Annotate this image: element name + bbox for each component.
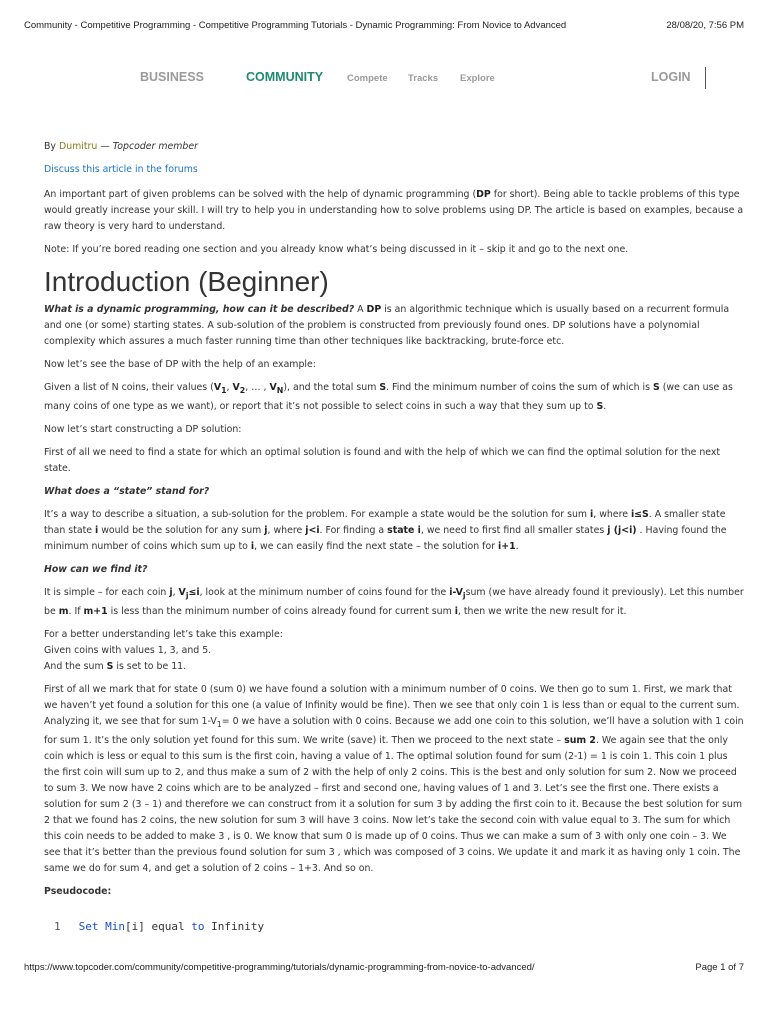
code-line-number: 1 [54, 920, 61, 933]
code-text-end: Infinity [204, 920, 265, 933]
forum-link[interactable]: Discuss this article in the forums [44, 164, 198, 175]
code-text-mid: [i] equal [125, 920, 192, 933]
code-keyword-min: Min [105, 920, 125, 933]
dp-text-b: DP [366, 304, 382, 315]
section-heading: Introduction (Beginner) [44, 266, 329, 297]
byline: By Dumitru — Topcoder member [44, 141, 198, 152]
nav-divider [705, 67, 706, 89]
nav-compete-link[interactable]: Compete [347, 73, 388, 84]
question-dp: What is a dynamic programming, how can it be described? [44, 304, 355, 315]
given-paragraph: Given a list of N coins, their values ($V_1$, $V_2$, … , $V_N$), and the total sum S. Find the minimum number of coins the sum of which is S (we can use as many coins of one type as we want), or report that it’s not possible to select coins in such a way that they sum up to S. [44, 382, 733, 412]
intro-paragraph-2: Note: If you’re bored reading one section and you already know what’s being discussed in it – skip it and go to the next one. [44, 244, 629, 255]
pseudocode-label: Pseudocode: [44, 885, 112, 897]
question-state: What does a “state” stand for? [44, 485, 210, 497]
dp-text-a: A [354, 304, 367, 315]
nav-community-link[interactable]: COMMUNITY [246, 70, 324, 84]
question-find: How can we find it? [44, 563, 148, 575]
author-link[interactable]: Dumitru [58, 141, 98, 152]
construct-paragraph: Now let’s start constructing a DP solution: [44, 423, 242, 435]
dp-text-c: is an algorithmic technique which is usually based on a recurrent formula and one (or some) starting states. A sub-solution of the problem is constructed from previously found ones. DP solutions have a polynomial complexity which assures a much faster running time than other techniques like backtracking, brute-force etc. [44, 304, 730, 347]
nav-explore-link[interactable]: Explore [460, 73, 495, 84]
article-body [44, 139, 744, 907]
simple-paragraph: It is simple – for each coin j, $V_j\le i$, look at the minimum number of coins found for the $i-V_jsum$ (we have already found it previously). Let this number be m. If m+1 is less than the minimum number of coins already found for current sum i, then we write the new result for it. [44, 586, 744, 617]
byline-prefix: By [44, 141, 59, 152]
nav-business-link[interactable]: BUSINESS [140, 70, 204, 84]
top-nav [0, 70, 768, 90]
print-header-title: Community - Competitive Programming - Competitive Programming Tutorials - Dynamic Programming: From Novice to Advanced [24, 20, 567, 31]
print-footer-page: Page 1 of 7 [695, 962, 744, 973]
login-button[interactable]: LOGIN [651, 70, 691, 84]
state-paragraph: It’s a way to describe a situation, a sub-solution for the problem. For example a state would be the solution for sum i, where i≤S. A smaller state than state i would be the solution for any sum j, where j<i. For finding a state i, we need to first find all smaller states j (j<i) . Having found the minimum number of coins which sum up to i, we can easily find the next state – the solution for i+1. [44, 508, 727, 552]
code-keyword-set: Set [78, 920, 99, 933]
code-keyword-to: to [191, 920, 205, 933]
code-line [54, 920, 264, 933]
print-footer [24, 962, 744, 973]
author-role: Topcoder member [112, 141, 198, 152]
example-paragraph: For a better understanding let’s take this example: Given coins with values 1, 3, and 5. And the sum S is set to be 11. [44, 628, 283, 672]
nav-tracks-link[interactable]: Tracks [408, 73, 439, 84]
intro-paragraph-1: An important part of given problems can be solved with the help of dynamic programming (DP for short). Being able to tackle problems of this type would greatly increase your skill. I will try to help you in understanding how to solve problems using DP. The article is based on examples, because a raw theory is very hard to understand. [44, 189, 744, 232]
base-paragraph: Now let’s see the base of DP with the help of an example: [44, 359, 316, 370]
print-footer-url: https://www.topcoder.com/community/competitive-programming/tutorials/dynamic-programming-from-novice-to-advanced/ [24, 962, 535, 973]
first-paragraph: First of all we need to find a state for which an optimal solution is found and with the help of which we can find the optimal solution for the next state. [44, 446, 721, 474]
dp-definition-paragraph [44, 302, 744, 350]
print-header [24, 20, 744, 31]
print-header-datetime: 28/08/20, 7:56 PM [666, 20, 744, 31]
long-paragraph: First of all we mark that for state 0 (sum 0) we have found a solution with a minimum number of 0 coins. We then go to sum 1. First, we mark that we haven’t yet found a solution for this one (a value of Infinity would be fine). Then we see that only coin 1 is less than or equal to the current sum. Analyzing it, we see that for sum $1-V_1= 0$ we have a solution with 0 coins. Because we add one coin to this solution, we’ll have a solution with 1 coin for sum 1. It’s the only solution yet found for this sum. We write (save) it. Then we proceed to the next state – sum 2. We again see that the only coin which is less or equal to this sum is the first coin, having a value of 1. The optimal solution found for sum (2-1) = 1 is coin 1. This coin 1 plus the first coin will sum up to 2, and thus make a sum of 2 with the help of only 2 coins. This is the best and only solution for sum 2. Now we proceed to sum 3. We now have 2 coins which are to be analyzed – first and second one, having values of 1 and 3. Let’s see the first one. There exists a solution for sum 2 (3 – 1) and therefore we can construct from it a solution for sum 3 by adding the first coin to it. Because the best solution for sum 2 that we found has 2 coins, the new solution for sum 3 will have 3 coins. Now let’s take the second coin with value equal to 3. The sum for which this coin needs to be added to make 3 , is 0. We know that sum 0 is made up of 0 coins. Thus we can make a sum of 3 with only one coin – 3. We see that it’s better than the previous found solution for sum 3 , which was composed of 3 coins. We update it and mark it as having only 1 coin. The same we do for sum 4, and get a solution of 2 coins – 1+3. And so on. [44, 683, 744, 874]
